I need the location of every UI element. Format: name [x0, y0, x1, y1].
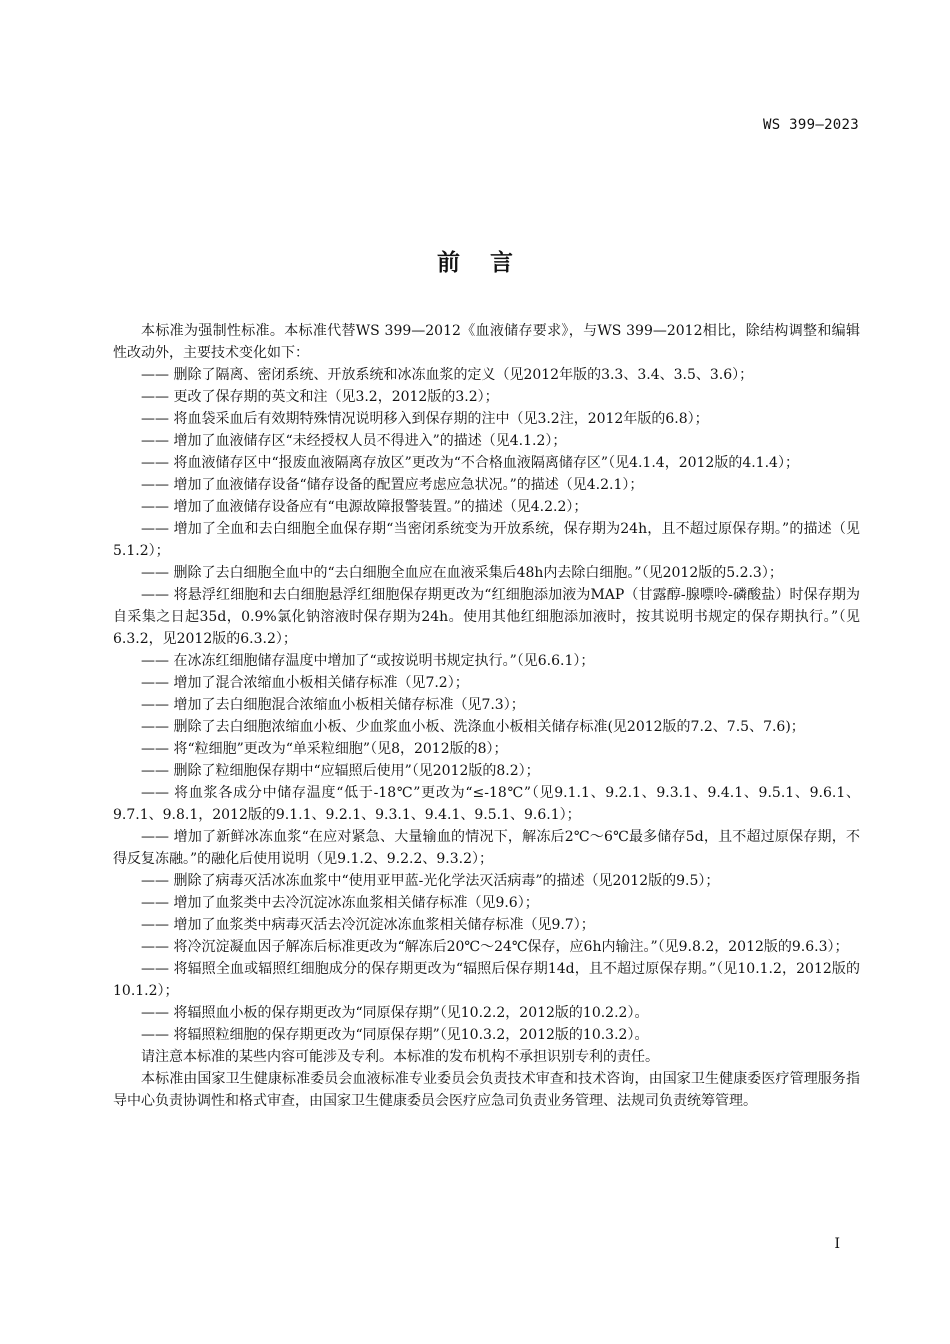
page-number: I — [834, 1236, 840, 1252]
change-item: —— 增加了新鲜冰冻血浆“在应对紧急、大量输血的情况下，解冻后2℃～6℃最多储存5d，且不超过原保存期，不得反复冻融。”的融化后使用说明（见9.1.2、9.2.2、9.3.2）； — [113, 829, 860, 867]
change-item: —— 将冷沉淀凝血因子解冻后标准更改为“解冻后20℃～24℃保存，应6h内输注。”（见9.8.2，2012版的9.6.3）； — [141, 939, 849, 955]
patent-notice: 请注意本标准的某些内容可能涉及专利。本标准的发布机构不承担识别专利的责任。 — [141, 1049, 659, 1065]
standard-code: WS 399—2023 — [762, 117, 859, 133]
change-item: —— 增加了全血和去白细胞全血保存期“当密闭系统变为开放系统，保存期为24h，且不超过原保存期。”的描述（见5.1.2）； — [113, 521, 860, 559]
change-item: —— 增加了血浆类中病毒灭活去冷沉淀冰冻血浆相关储存标准（见9.7）； — [141, 917, 595, 933]
change-item: —— 将“粒细胞”更改为“单采粒细胞”（见8，2012版的8）； — [141, 741, 508, 757]
change-item: —— 增加了混合浓缩血小板相关储存标准（见7.2）； — [141, 675, 469, 691]
responsibility-statement: 本标准由国家卫生健康标准委员会血液标准专业委员会负责技术审查和技术咨询，由国家卫生健康委医疗管理服务指导中心负责协调性和格式审查，由国家卫生健康委员会医疗应急司负责业务管理、法规司负责统筹管理。 — [113, 1071, 860, 1109]
change-item: —— 增加了血浆类中去冷沉淀冰冻血浆相关储存标准（见9.6）； — [141, 895, 539, 911]
change-item: —— 将辐照粒细胞的保存期更改为“同原保存期”（见10.3.2，2012版的10.3.2）。 — [141, 1027, 649, 1043]
change-item: —— 将血液储存区中“报废血液隔离存放区”更改为“不合格血液隔离储存区”（见4.1.4，2012版的4.1.4）； — [141, 455, 799, 471]
change-item: —— 将辐照全血或辐照红细胞成分的保存期更改为“辐照后保存期14d，且不超过原保存期。”（见10.1.2，2012版的10.1.2）； — [113, 961, 860, 999]
change-item: —— 将血袋采血后有效期特殊情况说明移入到保存期的注中（见3.2注，2012年版的6.8）； — [141, 411, 709, 427]
change-item: —— 增加了去白细胞混合浓缩血小板相关储存标准（见7.3）； — [141, 697, 525, 713]
document-body — [113, 320, 860, 1112]
change-item: —— 删除了去白细胞浓缩血小板、少血浆血小板、洗涤血小板相关储存标准(见2012版的7.2、7.5、7.6)； — [141, 719, 805, 735]
change-item: —— 删除了隔离、密闭系统、开放系统和冰冻血浆的定义（见2012年版的3.3、3.4、3.5、3.6）； — [141, 367, 754, 383]
change-item: —— 删除了去白细胞全血中的“去白细胞全血应在血液采集后48h内去除白细胞。”（见2012版的5.2.3）； — [141, 565, 783, 581]
change-item: —— 更改了保存期的英文和注（见3.2，2012版的3.2）； — [141, 389, 499, 405]
page-title: 前言 — [437, 250, 543, 276]
change-item: —— 删除了粒细胞保存期中“应辐照后使用”（见2012版的8.2）； — [141, 763, 540, 779]
change-item: —— 将辐照血小板的保存期更改为“同原保存期”（见10.2.2，2012版的10.2.2）。 — [141, 1005, 649, 1021]
intro-paragraph: 本标准为强制性标准。本标准代替WS 399—2012《血液储存要求》，与WS 399—2012相比，除结构调整和编辑性改动外，主要技术变化如下： — [113, 323, 860, 361]
change-item: —— 删除了病毒灭活冰冻血浆中“使用亚甲蓝-光化学法灭活病毒”的描述（见2012版的9.5）； — [141, 873, 720, 889]
change-item: —— 将悬浮红细胞和去白细胞悬浮红细胞保存期更改为“红细胞添加液为MAP（甘露醇-腺嘌呤-磷酸盐）时保存期为自采集之日起35d，0.9%氯化钠溶液时保存期为24h。使用其他红细胞添加液时，按其说明书规定的保存期执行。”（见6.3.2，见2012版的6.3.2）； — [113, 587, 860, 647]
change-item: —— 增加了血液储存区“未经授权人员不得进入”的描述（见4.1.2）； — [141, 433, 567, 449]
change-item: —— 增加了血液储存设备应有“电源故障报警装置。”的描述（见4.2.2）； — [141, 499, 588, 515]
change-item: —— 增加了血液储存设备“储存设备的配置应考虑应急状况。”的描述（见4.2.1）； — [141, 477, 644, 493]
change-item: —— 将血浆各成分中储存温度“低于-18℃”更改为“≤-18℃”（见9.1.1、9.2.1、9.3.1、9.4.1、9.5.1、9.6.1、9.7.1、9.8.1，2012版的9.1.1、9.2.1、9.3.1、9.4.1、9.5.1、9.6.1）； — [113, 785, 860, 823]
change-item: —— 在冰冻红细胞储存温度中增加了“或按说明书规定执行。”（见6.6.1）； — [141, 653, 595, 669]
